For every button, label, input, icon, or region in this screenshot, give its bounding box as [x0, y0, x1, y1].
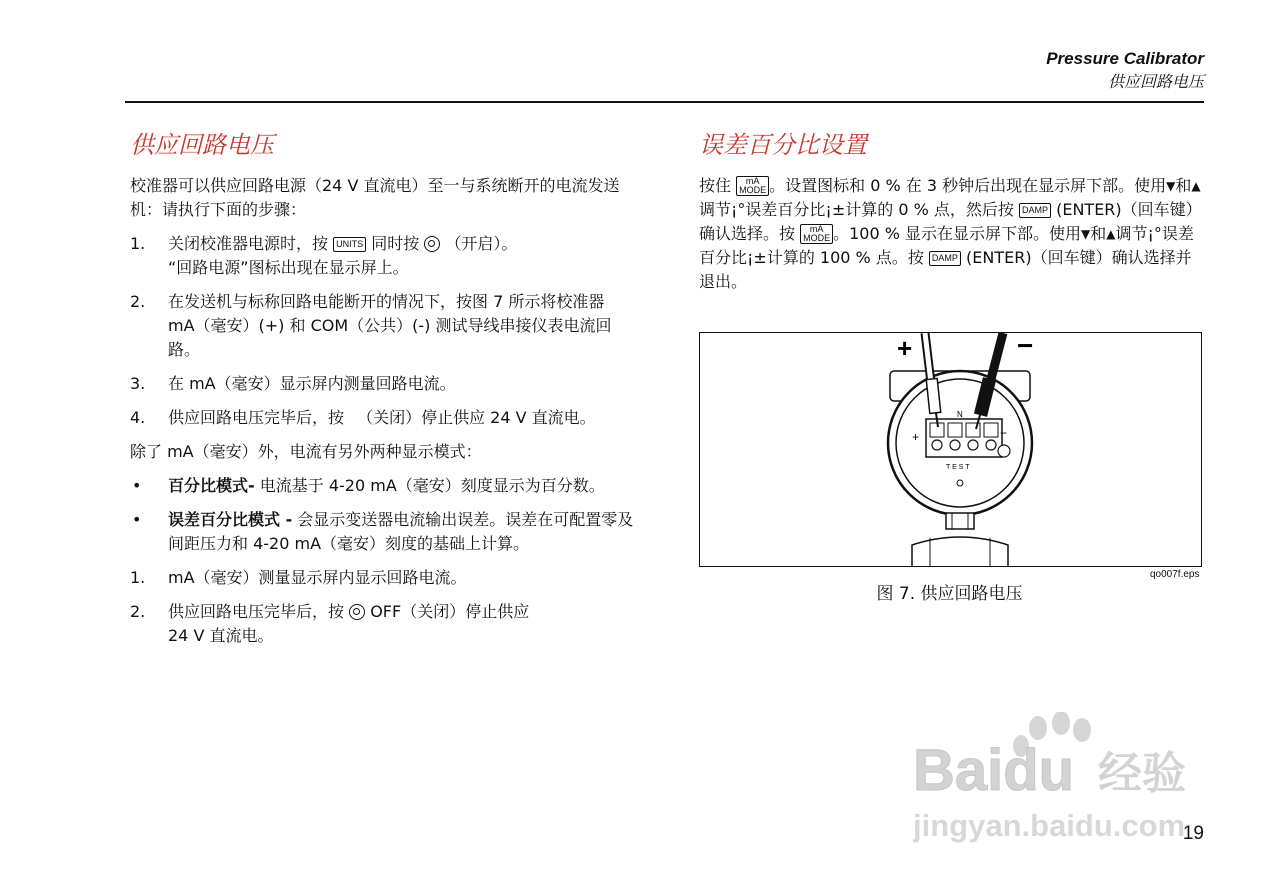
para-text: 按住 [699, 176, 732, 195]
step-1 [130, 232, 635, 280]
step-text: 关闭校准器电源时，按 [168, 234, 329, 253]
running-header [1046, 48, 1204, 93]
step-text: “回路电源”图标出现在显示屏上。 [168, 258, 409, 277]
test-label: T E S T [946, 464, 970, 471]
intro-paragraph: 校准器可以供应回路电源（24 V 直流电）至一与系统断开的电流发送机：请执行下面的步骤： [130, 176, 620, 219]
bullet-dot: • [132, 510, 142, 529]
step-3 [130, 372, 635, 396]
step-number: 2. [130, 602, 146, 621]
bullet-term: 百分比模式- [168, 476, 255, 495]
units-key-icon: UNITS [333, 237, 366, 252]
figure-file-name: qo007f.eps [1150, 569, 1200, 580]
key-label-bottom: MODE [739, 185, 767, 195]
watermark-url: jingyan.baidu.com [913, 808, 1186, 843]
step-number: 1. [130, 234, 146, 253]
step-number: 1. [130, 568, 146, 587]
figure-caption: 图 7. 供应回路电压 [876, 584, 1023, 604]
para-text: 和 [1175, 176, 1192, 195]
para-text: 调节¡°误差百分比¡±计算的 100 % 点。按 [699, 224, 1194, 267]
step-text: 在发送机与标称回路电能断开的情况下，按图 7 所示将校准器 mA（毫安）(+) 和 COM（公共）(-) 测试导线串接仪表电流回路。 [168, 292, 612, 359]
key-label-bottom: MODE [803, 233, 831, 243]
down-arrow-icon: ▼ [1166, 179, 1176, 193]
step-4 [130, 406, 635, 430]
step-b2 [130, 600, 635, 648]
down-arrow-icon: ▼ [1081, 227, 1091, 241]
para-text: 调节¡°误差百分比¡±计算的 0 % 点，然后按 [699, 200, 1014, 219]
step-text: 24 V 直流电。 [168, 626, 274, 645]
step-b1 [130, 566, 635, 590]
bullet-text: 电流基于 4-20 mA（毫安）刻度显示为百分数。 [254, 476, 605, 495]
bullet-dot: • [132, 476, 142, 495]
terminal-n-label: N [957, 410, 963, 419]
bullet-term: 误差百分比模式 - [168, 510, 293, 529]
watermark-brand: Baidu [913, 738, 1075, 803]
section-heading-error-percent: 误差百分比设置 [699, 131, 867, 159]
step-number: 4. [130, 408, 146, 427]
up-arrow-icon: ▲ [1106, 227, 1116, 241]
running-header-title: Pressure Calibrator [1046, 49, 1204, 68]
modes-intro: 除了 mA（毫安）外，电流有另外两种显示模式： [130, 442, 482, 461]
section-heading-loop-power: 供应回路电压 [130, 131, 274, 159]
page-number: 19 [1182, 823, 1204, 844]
terminal-minus-label: − [1000, 426, 1008, 440]
para-text: 。100 % 显示在显示屏下部。使用 [833, 224, 1082, 243]
step-text: OFF（关闭）停止供应 [370, 602, 530, 621]
para-text: 。设置图标和 0 % 在 3 秒钟后出现在显示屏下部。使用 [769, 176, 1167, 195]
running-header-subtitle: 供应回路电压 [1107, 72, 1204, 91]
left-column [130, 128, 635, 658]
step-2 [130, 290, 635, 362]
step-text: （开启）。 [445, 234, 518, 253]
error-percent-paragraph [699, 174, 1204, 294]
para-text: 和 [1090, 224, 1107, 243]
damp-key-icon: DAMP [929, 251, 961, 266]
key-label-top: mA [745, 176, 760, 186]
lead-plus-label: + [897, 333, 913, 363]
damp-key-icon: DAMP [1019, 203, 1051, 218]
right-column [699, 128, 1204, 304]
step-text: 供应回路电压完毕后，按 [168, 602, 345, 621]
para-text: (ENTER)（回车键）确认选择。按 [699, 200, 1202, 243]
bullet-percent-mode [130, 474, 635, 498]
transmitter-wiring-illustration [700, 333, 1201, 566]
key-label-top: mA [809, 224, 824, 234]
step-number: 3. [130, 374, 146, 393]
bullet-error-percent-mode [130, 508, 635, 556]
bullet-text: 会显示变送器电流输出误差。误差在可配置零及间距压力和 4-20 mA（毫安）刻度的基础上计算。 [168, 510, 634, 553]
step-text: 在 mA（毫安）显示屏内测量回路电流。 [168, 374, 456, 393]
figure-7-loop-power-diagram [699, 332, 1202, 567]
lead-minus-label: − [1017, 333, 1034, 361]
watermark-cn: 经验 [1098, 748, 1186, 799]
baidu-jingyan-watermark [913, 712, 1198, 852]
step-text: 同时按 [371, 234, 420, 253]
step-text: 供应回路电压完毕后，按 （关闭）停止供应 24 V 直流电。 [168, 408, 596, 427]
terminal-plus-label: + [912, 430, 920, 444]
para-text: (ENTER)（回车键）确认选择并退出。 [699, 248, 1192, 291]
power-key-icon [349, 604, 365, 620]
step-number: 2. [130, 292, 146, 311]
power-key-icon [424, 236, 440, 252]
ma-mode-key-icon [800, 224, 833, 244]
ma-mode-key-icon [736, 176, 769, 196]
step-text: mA（毫安）测量显示屏内显示回路电流。 [168, 568, 467, 587]
header-rule [125, 101, 1204, 103]
up-arrow-icon: ▲ [1191, 179, 1201, 193]
